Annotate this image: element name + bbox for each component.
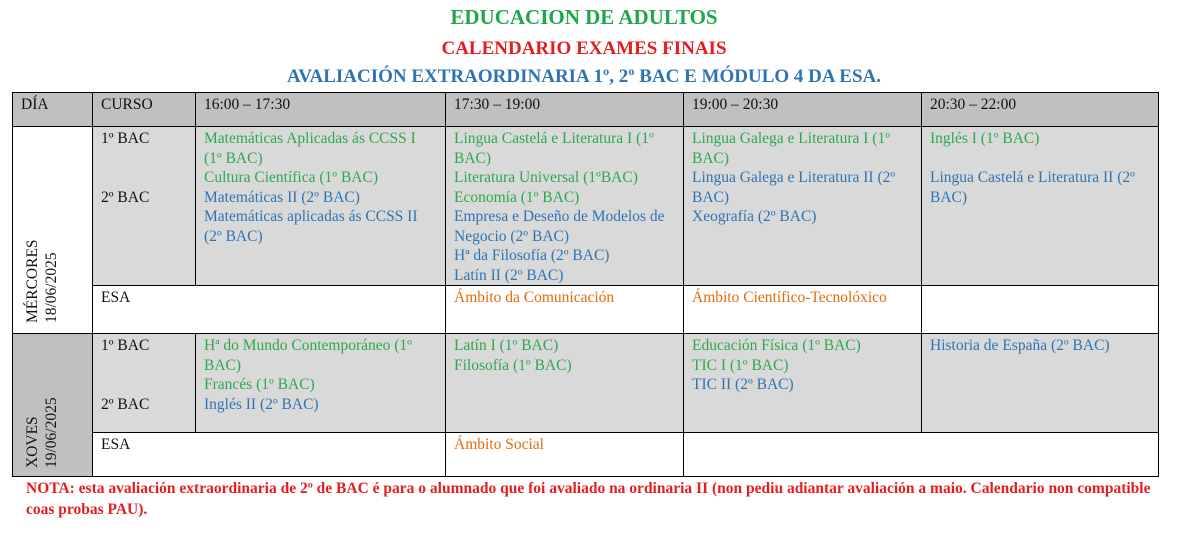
esa-slot-cell — [446, 286, 684, 334]
exam-subject: Latín I (1º BAC) — [454, 337, 559, 354]
exam-slot-cell — [446, 127, 684, 286]
exam-subject: Hª da Filosofía (2º BAC) — [454, 247, 610, 264]
exam-subject: Matemáticas II (2º BAC) — [204, 188, 360, 206]
day-name: MÉRCORES — [24, 239, 41, 323]
curso-2-bac: 2º BAC — [101, 188, 150, 206]
exam-subject: Inglés II (2º BAC) — [204, 395, 319, 413]
column-header-slot-1: 16:00 – 17:30 — [196, 93, 446, 127]
spacer — [930, 149, 1150, 169]
page-title: EDUCACION DE ADULTOS — [450, 5, 718, 29]
table-row-xoves-bac — [13, 334, 1159, 433]
exam-subject: TIC II (2º BAC) — [692, 376, 794, 393]
exam-subject: Lingua Galega e Literatura I (1º BAC) — [692, 130, 891, 167]
esa-slot-cell — [446, 433, 684, 477]
column-header-slot-4: 20:30 – 22:00 — [922, 93, 1159, 127]
exam-subject: Economía (1º BAC) — [454, 188, 580, 206]
exam-slot-cell — [684, 334, 922, 433]
curso-cell — [93, 334, 196, 433]
day-cell-mercores — [13, 127, 93, 334]
curso-2-bac: 2º BAC — [101, 395, 150, 413]
curso-esa: ESA — [101, 289, 131, 306]
exam-subject: Empresa e Deseño de Modelos de Negocio (2º BAC) — [454, 208, 665, 245]
esa-slot-cell — [922, 286, 1159, 334]
curso-1-bac: 1º BAC — [101, 130, 150, 147]
exam-subject: Francés (1º BAC) — [204, 376, 315, 393]
curso-cell-esa — [93, 286, 446, 334]
exam-slot-cell — [922, 127, 1159, 286]
note-text: NOTA: esta avaliación extraordinaria de 2º de BAC é para o alumnado que foi avaliado na ordinaria II (non pediu adiantar avaliación a maio. Calendario non compatible coas probas PAU). — [26, 480, 1151, 518]
exam-slot-cell — [446, 334, 684, 433]
curso-cell-esa — [93, 433, 446, 477]
exam-subject: Matemáticas Aplicadas ás CCSS I (1º BAC) — [204, 130, 416, 167]
exam-slot-cell — [196, 334, 446, 433]
day-date: 18/06/2025 — [43, 252, 60, 323]
exam-subject: TIC I (1º BAC) — [692, 356, 789, 374]
curso-esa: ESA — [101, 436, 131, 453]
exam-subject: Hª do Mundo Contemporáneo (1º BAC) — [204, 337, 412, 374]
exam-subject: Matemáticas aplicadas ás CCSS II (2º BAC) — [204, 208, 418, 245]
exam-slot-cell — [922, 334, 1159, 433]
page-heading: AVALIACIÓN EXTRAORDINARIA 1º, 2º BAC E MÓDULO 4 DA ESA. — [286, 66, 882, 87]
exam-subject: Educación Física (1º BAC) — [692, 337, 861, 354]
exam-subject: Literatura Universal (1ºBAC) — [454, 169, 638, 186]
esa-subject: Ámbito da Comunicación — [454, 289, 615, 306]
exam-subject: Lingua Castelá e Literatura I (1º BAC) — [454, 130, 654, 167]
exam-subject: Latín II (2º BAC) — [454, 266, 564, 284]
table-row-mercores-bac — [13, 127, 1159, 286]
column-header-slot-3: 19:00 – 20:30 — [684, 93, 922, 127]
esa-slot-cell — [684, 433, 1159, 477]
column-header-slot-2: 17:30 – 19:00 — [446, 93, 684, 127]
table-row-mercores-esa — [13, 286, 1159, 334]
day-name: XOVES — [24, 416, 41, 468]
exam-subject: Inglés I (1º BAC) — [930, 130, 1040, 147]
exam-slot-cell — [684, 127, 922, 286]
exam-calendar-table — [12, 92, 1159, 477]
exam-subject: Lingua Galega e Literatura II (2º BAC) — [692, 169, 896, 206]
esa-subject: Ámbito Social — [454, 436, 544, 453]
column-header-dia: DÍA — [13, 93, 93, 127]
table-header-row — [13, 93, 1159, 127]
exam-subject: Filosofía (1º BAC) — [454, 356, 572, 374]
day-date: 19/06/2025 — [43, 397, 60, 468]
table-row-xoves-esa — [13, 433, 1159, 477]
exam-subject: Xeografía (2º BAC) — [692, 208, 817, 225]
column-header-curso: CURSO — [93, 93, 196, 127]
esa-subject: Ámbito Científico-Tecnolóxico — [692, 289, 887, 306]
exam-slot-cell — [196, 127, 446, 286]
exam-subject: Lingua Castelá e Literatura II (2º BAC) — [930, 169, 1135, 206]
page-subtitle: CALENDARIO EXAMES FINAIS — [441, 38, 727, 59]
esa-slot-cell — [684, 286, 922, 334]
exam-subject: Cultura Científica (1º BAC) — [204, 169, 378, 186]
exam-subject: Historia de España (2º BAC) — [930, 337, 1110, 354]
curso-cell — [93, 127, 196, 286]
curso-1-bac: 1º BAC — [101, 337, 150, 354]
day-cell-xoves — [13, 334, 93, 477]
